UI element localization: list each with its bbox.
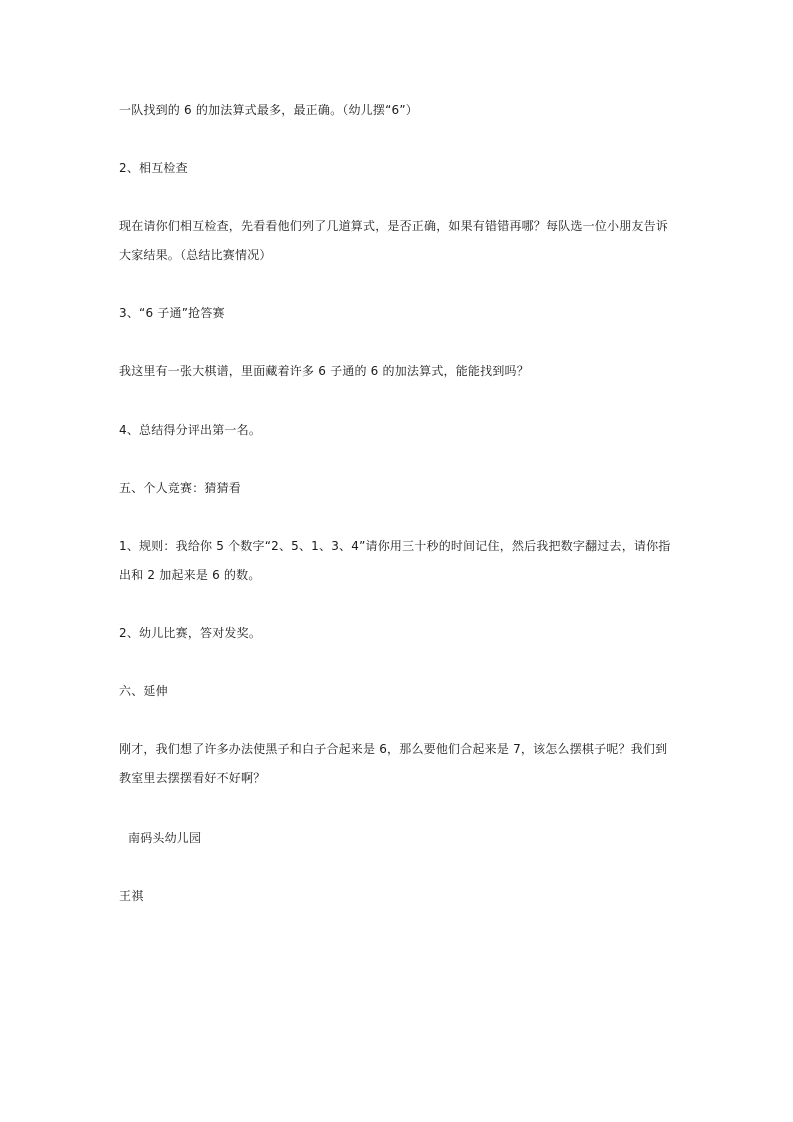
section-2-heading: 2、相互检查 [119,161,188,175]
paragraph-check: 现在请你们相互检查，先看看他们列了几道算式，是否正确，如果有错错再哪？每队选一位小朋友告诉大家结果。（总结比赛情况） [119,219,669,262]
author-name: 王祺 [119,889,144,903]
section-five-heading: 五、个人竞赛：猜猜看 [119,481,242,495]
school-name: 南码头幼儿园 [128,831,202,845]
paragraph-chessboard: 我这里有一张大棋谱，里面藏着许多 6 子通的 6 的加法算式，能能找到吗？ [119,364,529,378]
paragraph-rules: 1、规则：我给你 5 个数字“2、5、1、3、4”请你用三十秒的时间记住，然后我把数字翻过去，请你指出和 2 加起来是 6 的数。 [119,539,671,582]
section-six-heading: 六、延伸 [119,684,168,698]
paragraph-extension: 刚才，我们想了许多办法使黑子和白子合起来是 6，那么要他们合起来是 7，该怎么摆棋子呢？我们到教室里去摆摆看好不好啊？ [119,742,668,785]
section-4-heading: 4、总结得分评出第一名。 [119,423,262,437]
section-3-heading: 3、“6 子通”抢答赛 [119,306,225,320]
paragraph-competition: 2、幼儿比赛，答对发奖。 [119,626,262,640]
paragraph-1: 一队找到的 6 的加法算式最多，最正确。（幼儿摆“6”） [119,103,418,117]
